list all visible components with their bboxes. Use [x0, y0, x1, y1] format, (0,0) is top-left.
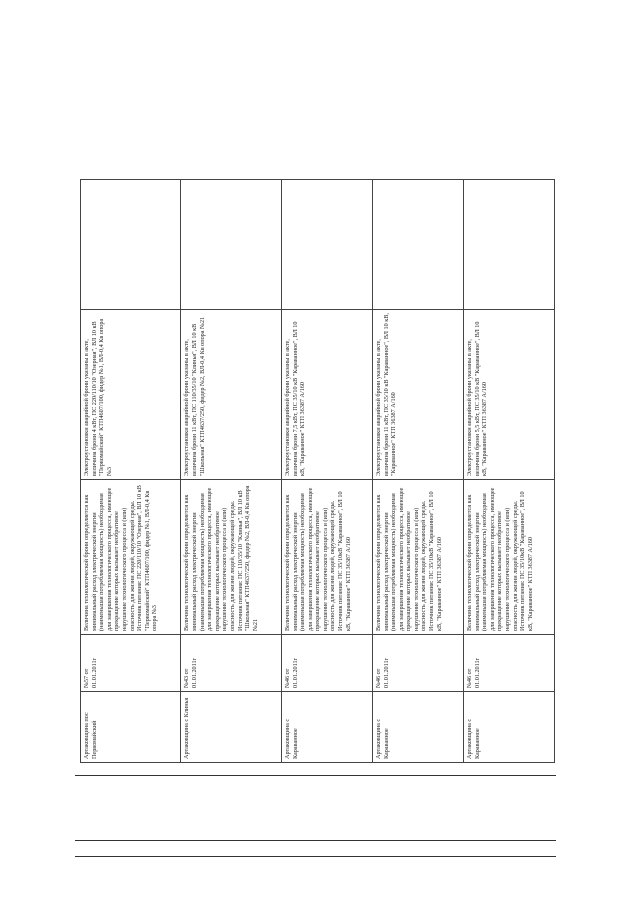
rotated-table-area [80, 180, 555, 763]
cell-basis: Величина технологической брони определяется как минимальный расход электрической энергии (наименьшая потребляемая мощность) необходимая для завершения технологического процесса, имеющее прекращение которых вызывает необратимое нарушение технологического процесса и (или) опасность для жизни людей, окружающей среды. Источник питания: ПС 35/10кВ "Караванное", ВЛ 10 кВ, "Караванное" КТП 36387 А/160 [372, 480, 463, 635]
reserve-table [80, 179, 555, 763]
rotated-table-frame [80, 180, 555, 763]
page-rule-top [75, 775, 556, 776]
cell-act: №57 от 01.01.2011г [81, 635, 181, 692]
cell-note [281, 180, 372, 310]
table-row [181, 180, 281, 763]
cell-location: Артаковщина с Клинья [181, 692, 281, 763]
cell-scope: Электроустановки аварийной брони указаны в акте, величина брони 7,5 кВт, ПС 35/10 кВ "Караванное", ВЛ 10 кВ, "Караванное" КТП 36387 А/160 [281, 310, 372, 480]
cell-act: №46 от 01.01.2011г [281, 635, 372, 692]
cell-scope: Электроустановки аварийной брони указаны в акте, величина брони 11 кВт, ПС 35/10 кВ "Караванное", ВЛ 10 кВ, "Караванное" КТП 36387 А/160 [372, 310, 463, 480]
cell-scope: Электроустановки аварийной брони указаны в акте, величина брони 5,5 кВт, ПС 35/10 кВ "Караванное", ВЛ 10 кВ, "Караванное" КТП 36387 А/160 [463, 310, 554, 480]
cell-act: №46 от 01.01.2011г [372, 635, 463, 692]
table-row [81, 180, 181, 763]
cell-scope: Электроустановки аварийной брони указаны в акте, величина брони 11 кВт, ПС 110/35/10 "Клинья", ВЛ 10 кВ "Школьная" КТП4637/250, фидер №2, ВЛ-0,4 Кв опора №21 [181, 310, 281, 480]
cell-scope: Электроустановки аварийной брони указаны в акте, величина брони 4 кВт, ПС 220/110/10 "Озерная", ВЛ 10 кВ "Первомайский" КТП4607/100, фидер №1, ВЛ-0,4 Кв опора №3 [81, 310, 181, 480]
cell-location: Артаковщина пос Первомайский [81, 692, 181, 763]
cell-note [463, 180, 554, 310]
cell-basis: Величина технологической брони определяется как минимальный расход электрической энергии (наименьшая потребляемая мощность) необходимая для завершения технологического процесса, имеющее прекращение которых вызывает необратимое нарушение технологического процесса и (или) опасность для жизни людей, окружающей среды. Источник питания: ПС 110/35/10 "Клинья", ВЛ 10 кВ "Школьная" КТП4637/250, фидер №2, ВЛ-0,4 Кв опора №21 [181, 480, 281, 635]
cell-location: Артаковщина с Караванное [463, 692, 554, 763]
cell-location: Артаковщина с Караванное [281, 692, 372, 763]
cell-basis: Величина технологической брони определяется как минимальный расход электрической энергии (наименьшая потребляемая мощность) необходимая для завершения технологического процесса, имеющее прекращение которых вызывает необратимое нарушение технологического процесса и (или) опасность для жизни людей, окружающей среды. Источник питания: ПС 35/10кВ "Караванное", ВЛ 10 кВ, "Караванное" КТП 36387 А/160 [463, 480, 554, 635]
cell-basis: Величина технологической брони определяется как минимальный расход электрической энергии (наименьшая потребляемая мощность) необходимая для завершения технологического процесса, имеющее прекращение которых вызывает необратимое нарушение технологического процесса и (или) опасность для жизни людей, окружающей среды. Источник питания: ПС 35/10кВ "Караванное", ВЛ 10 кВ, "Караванное" КТП 36387 А/160 [281, 480, 372, 635]
cell-location: Артаковщина с Караванное [372, 692, 463, 763]
page-rule-middle [75, 840, 556, 841]
table-row [372, 180, 463, 763]
table-row [281, 180, 372, 763]
cell-note [81, 180, 181, 310]
table-row [463, 180, 554, 763]
cell-basis: Величина технологической брони определяется как минимальный расход электрической энергии (наименьшая потребляемая мощность) необходимая для завершения технологического процесса, имеющее прекращение которых вызывает необратимое нарушение технологического процесса и (или) опасность для жизни людей, окружающей среды. Источник питания: ПС 220/110/10 "Озерная", ВЛ 10 кВ "Первомайский" КТП4607/100, фидер №1, ВЛ-0,4 Кв опора №3 [81, 480, 181, 635]
cell-note [372, 180, 463, 310]
page-rule-bottom [75, 856, 556, 857]
cell-act: №46 от 01.01.2011г [463, 635, 554, 692]
cell-act: №43 от 01.01.2011г [181, 635, 281, 692]
cell-note [181, 180, 281, 310]
